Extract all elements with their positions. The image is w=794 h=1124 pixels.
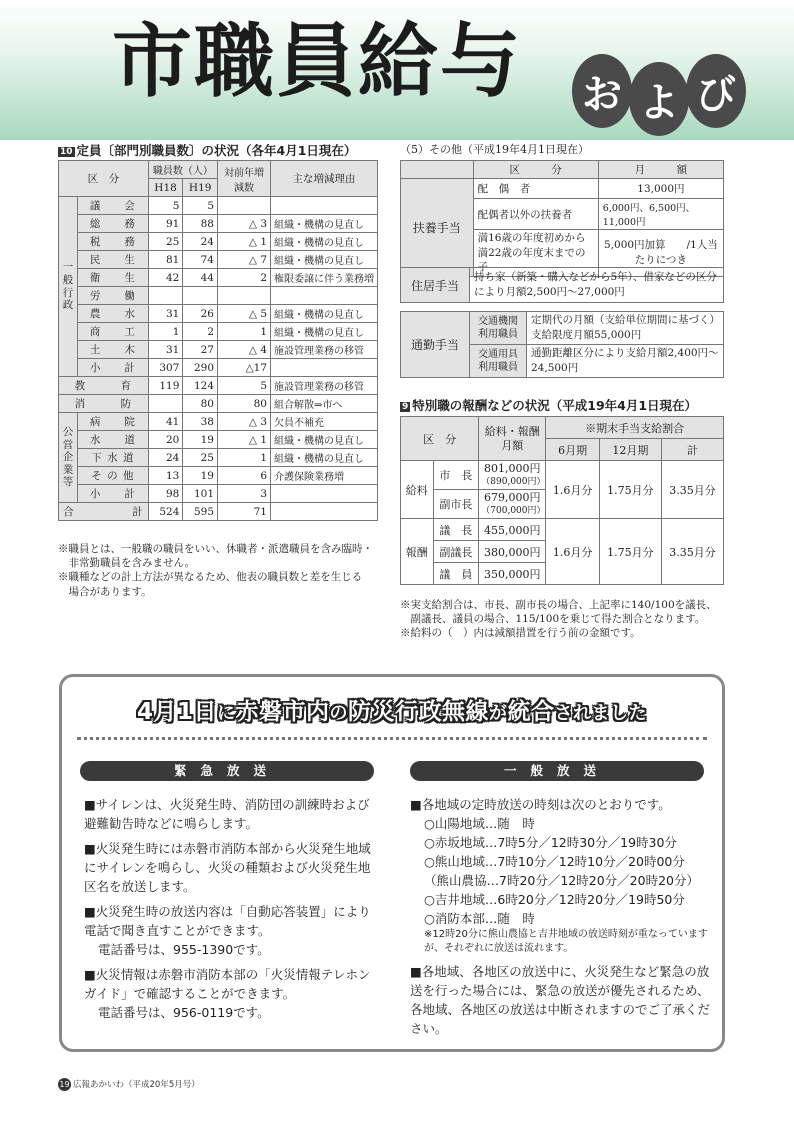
- th-staff: 職員数（人）: [148, 161, 217, 179]
- staff-table: [58, 160, 378, 521]
- section10-title-text: 定員〔部門別職員数〕の状況（各年4月1日現在）: [76, 143, 357, 158]
- table-row: [59, 305, 378, 323]
- th-h19: H19: [183, 179, 218, 197]
- note-line: 副議長、議員の場合、115/100を乗じて得た割合となります。: [400, 613, 706, 626]
- general-note: ※12時20分に熊山農協と吉井地域の放送時刻が重なっていますが、それぞれに放送は流れます。: [424, 929, 708, 954]
- cell-reason: [271, 197, 378, 215]
- table-row: [59, 269, 378, 287]
- fuyo-amount: 5,000円加算 /1人当たりにつき: [598, 230, 723, 277]
- th-reason: 主な増減理由: [271, 161, 378, 197]
- cell-reason: 欠員不補充: [271, 413, 378, 431]
- table-row: [59, 197, 378, 215]
- row-label: 農 水: [78, 305, 149, 323]
- emergency-item: ■サイレンは、火災発生時、消防団の訓練時および避難勧告時などに鳴らします。: [84, 797, 370, 831]
- notice-title: [62, 693, 722, 726]
- table-row: [59, 233, 378, 251]
- table-row: [59, 287, 378, 305]
- pay-cell: [479, 490, 546, 519]
- cell-reason: 権限委譲に伴う業務増: [271, 269, 378, 287]
- note-line: ※職種などの計上方法が異なるため、他表の職員数と差を生じる: [58, 571, 363, 584]
- title-part: 統合: [507, 699, 555, 725]
- cell-h19: 19: [183, 431, 218, 449]
- row-label: 衛 生: [78, 269, 149, 287]
- cell-diff: 1: [218, 323, 271, 341]
- row-label: 病 院: [78, 413, 149, 431]
- general-column: [410, 795, 715, 1038]
- cell-diff: 3: [218, 485, 271, 503]
- tsukin-table: [400, 311, 724, 378]
- tsukin-text: 通勤距離区分により支給月額2,400円～24,500円: [527, 345, 724, 378]
- time-line: （熊山農協…7時20分／12時20分／20時20分）: [424, 873, 699, 888]
- row-label: 土 木: [78, 341, 149, 359]
- special-table: [400, 416, 724, 585]
- cell-h19: 2: [183, 323, 218, 341]
- title-part: 防災行政無線: [348, 699, 489, 725]
- title-oval-yo: よ: [629, 62, 689, 136]
- cell-h19: 595: [183, 503, 218, 521]
- cell-h19: [183, 287, 218, 305]
- cell-reason: 施設管理業務の移管: [271, 377, 378, 395]
- table-row: [401, 268, 724, 303]
- row-label: 下 水 道: [78, 449, 149, 467]
- time-line: ○赤坂地域…7時5分／12時30分／19時30分: [424, 835, 677, 850]
- general-intro: ■各地域の定時放送の時刻は次のとおりです。: [410, 797, 671, 812]
- salary-label: 給料: [401, 461, 434, 519]
- pay: 455,000円: [479, 519, 546, 541]
- cell-h19: 5: [183, 197, 218, 215]
- table-row: [401, 179, 724, 199]
- cell-h19: 26: [183, 305, 218, 323]
- notice-box: [59, 674, 725, 1052]
- cell-diff: △ 7: [218, 251, 271, 269]
- emergency-phone: 電話番号は、956-0119です。: [98, 1005, 270, 1020]
- reward-label: 報酬: [401, 519, 434, 585]
- cell-diff: △ 3: [218, 413, 271, 431]
- row-label: 消 防: [59, 395, 149, 413]
- table-row: [59, 449, 378, 467]
- table-row: [59, 215, 378, 233]
- th-amount: 月 額: [598, 161, 723, 179]
- tsukin-text: 定期代の月額（支給単位期間に基づく）支給限度月額55,000円: [527, 312, 724, 345]
- note-line: 場合があります。: [58, 585, 152, 598]
- pay-cell: [479, 461, 546, 490]
- cell-h19: 80: [183, 395, 218, 413]
- row-label: 小 計: [78, 485, 149, 503]
- cell-reason: 組織・機構の見直し: [271, 305, 378, 323]
- th-kubun: 区 分: [59, 161, 149, 197]
- cell-h18: 1: [148, 323, 183, 341]
- time-line: ○山陽地域…随 時: [424, 816, 535, 831]
- side-label-general: 一般行政: [59, 197, 78, 377]
- cell-h19: 44: [183, 269, 218, 287]
- cell-h18: 42: [148, 269, 183, 287]
- th-blank: [401, 161, 474, 179]
- role: 議 員: [433, 563, 479, 585]
- cell-h19: 25: [183, 449, 218, 467]
- rate-total: 3.35月分: [661, 519, 723, 585]
- cell-h18: 20: [148, 431, 183, 449]
- cell-h18: [148, 395, 183, 413]
- tsukin-label: 通勤手当: [401, 312, 470, 378]
- table-row: [401, 519, 724, 541]
- cell-diff: 6: [218, 467, 271, 485]
- page-title: 市職員給与: [112, 15, 522, 108]
- cell-h18: 307: [148, 359, 183, 377]
- cell-h18: [148, 287, 183, 305]
- th-june: 6月期: [546, 439, 600, 461]
- cell-h18: 13: [148, 467, 183, 485]
- table-row: [59, 341, 378, 359]
- note-line: 非常勤職員を含みません。: [58, 557, 196, 570]
- pay: 679,000円: [484, 491, 541, 504]
- table-row: [401, 461, 724, 490]
- cell-reason: 組合解散⇒市へ: [271, 395, 378, 413]
- th-kubun: 区 分: [473, 161, 598, 179]
- time-line: ○熊山地域…7時10分／12時10分／20時00分: [424, 854, 685, 869]
- emergency-phone: 電話番号は、955-1390です。: [98, 942, 270, 957]
- table-row-total: [59, 503, 378, 521]
- th-diff: 対前年増減数: [218, 161, 271, 197]
- title-part: に: [217, 703, 236, 724]
- emergency-item: ■火災発生時の放送内容は「自動応答装置」により電話で聞き直すことができます。: [84, 904, 371, 938]
- cell-reason: 組織・機構の見直し: [271, 215, 378, 233]
- cell-h18: 41: [148, 413, 183, 431]
- table-row: [59, 395, 378, 413]
- cell-reason: 施設管理業務の移管: [271, 341, 378, 359]
- title-part: 4月1日: [136, 699, 217, 725]
- title-oval-bi: び: [686, 54, 746, 128]
- title-part: の: [329, 703, 348, 724]
- table-row: [59, 431, 378, 449]
- fuyo-amount: 13,000円: [598, 179, 723, 199]
- row-label: 税 務: [78, 233, 149, 251]
- th-dec: 12月期: [599, 439, 661, 461]
- table-row: [59, 251, 378, 269]
- note-line: ※給料の（ ）内は減額措置を行う前の金額です。: [400, 627, 641, 640]
- table-row: [401, 312, 724, 345]
- cell-reason: [271, 503, 378, 521]
- cell-diff: 5: [218, 377, 271, 395]
- row-label: 議 会: [78, 197, 149, 215]
- cell-h19: 88: [183, 215, 218, 233]
- pay: 801,000円: [484, 462, 541, 475]
- time-line: ○消防本部…随 時: [424, 911, 535, 926]
- cell-diff: 80: [218, 395, 271, 413]
- fuyo-item: 配 偶 者: [473, 179, 598, 199]
- table-row: [59, 467, 378, 485]
- title-part: 赤磐市内: [235, 699, 330, 725]
- cell-h18: 119: [148, 377, 183, 395]
- cell-h18: 31: [148, 305, 183, 323]
- cell-reason: [271, 485, 378, 503]
- table-row: [59, 377, 378, 395]
- fuyo-amount: 6,000円、6,500円、11,000円: [598, 199, 723, 230]
- cell-h18: 5: [148, 197, 183, 215]
- cell-reason: 組織・機構の見直し: [271, 431, 378, 449]
- tsukin-item: 交通機関利用職員: [470, 312, 527, 345]
- pay: 350,000円: [479, 563, 546, 585]
- cell-h18: 91: [148, 215, 183, 233]
- dotted-divider: [77, 737, 707, 740]
- cell-h19: 27: [183, 341, 218, 359]
- th-pay: 給料・報酬月額: [479, 417, 546, 461]
- page-number: 19: [59, 1080, 70, 1089]
- row-label: 総 務: [78, 215, 149, 233]
- row-label: 民 生: [78, 251, 149, 269]
- cell-h18: 98: [148, 485, 183, 503]
- title-part: が: [489, 703, 508, 724]
- cell-h18: 524: [148, 503, 183, 521]
- role: 議 長: [433, 519, 479, 541]
- cell-h18: 25: [148, 233, 183, 251]
- table-row: [59, 359, 378, 377]
- table-row: [59, 413, 378, 431]
- cell-h19: 24: [183, 233, 218, 251]
- th-kubun: 区 分: [401, 417, 479, 461]
- section10-title: [58, 141, 356, 159]
- cell-diff: △ 1: [218, 233, 271, 251]
- fuyo-label: 扶養手当: [401, 179, 474, 277]
- rate-june: 1.6月分: [546, 519, 600, 585]
- th-total: 計: [661, 439, 723, 461]
- th-bonus: ※期末手当支給割合: [546, 417, 724, 439]
- cell-h19: 19: [183, 467, 218, 485]
- cell-diff: 1: [218, 449, 271, 467]
- cell-h19: 38: [183, 413, 218, 431]
- section9-title: [400, 396, 697, 414]
- row-label: 水 道: [78, 431, 149, 449]
- cell-diff: △ 4: [218, 341, 271, 359]
- title-oval-o: お: [572, 54, 632, 128]
- jukyo-text: 持ち家（新築・購入などから5年）、借家などの区分により月額2,500円～27,000円: [470, 268, 724, 303]
- time-line: ○吉井地域…6時20分／12時20分／19時50分: [424, 892, 685, 907]
- section10-notes: [58, 542, 388, 599]
- cell-diff: 71: [218, 503, 271, 521]
- role: 副議長: [433, 541, 479, 563]
- cell-h18: 24: [148, 449, 183, 467]
- emergency-item: ■火災発生時には赤磐市消防本部から火災発生地域にサイレンを鳴らし、火災の種類および火災発生地区名を放送します。: [84, 841, 371, 894]
- row-label: 労 働: [78, 287, 149, 305]
- pay-pre: （700,000円）: [481, 505, 546, 516]
- cell-reason: 介護保険業務増: [271, 467, 378, 485]
- section10-number: 10: [60, 147, 73, 157]
- row-label: 合 計: [59, 503, 149, 521]
- rate-dec: 1.75月分: [599, 519, 661, 585]
- pay: 380,000円: [479, 541, 546, 563]
- cell-diff: △ 3: [218, 215, 271, 233]
- cell-h19: 290: [183, 359, 218, 377]
- general-pill: 一般放送: [410, 761, 704, 781]
- cell-h18: 31: [148, 341, 183, 359]
- cell-diff: △17: [218, 359, 271, 377]
- role: 副市長: [433, 490, 479, 519]
- cell-h19: 101: [183, 485, 218, 503]
- title-ovals: [572, 50, 746, 136]
- tsukin-item: 交通用具利用職員: [470, 345, 527, 378]
- cell-h18: 81: [148, 251, 183, 269]
- cell-reason: 組織・機構の見直し: [271, 323, 378, 341]
- note-line: ※実支給割合は、市長、副市長の場合、上記率に140/100を議長、: [400, 599, 717, 611]
- cell-h19: 124: [183, 377, 218, 395]
- fuyo-item: 満16歳の年度初めから満22歳の年度末までの子: [473, 230, 598, 277]
- jukyo-label: 住居手当: [401, 268, 470, 303]
- footer: [58, 1078, 200, 1091]
- cell-reason: [271, 359, 378, 377]
- cell-reason: 組織・機構の見直し: [271, 233, 378, 251]
- cell-reason: [271, 287, 378, 305]
- fuyo-item: 配偶者以外の扶養者: [473, 199, 598, 230]
- rate-total: 3.35月分: [661, 461, 723, 519]
- section9-title-text: 特別職の報酬などの状況（平成19年4月1日現在）: [412, 398, 698, 413]
- row-label: そ の 他: [78, 467, 149, 485]
- section9-number: 9: [402, 402, 409, 412]
- section5-title: （5）その他（平成19年4月1日現在）: [400, 143, 589, 156]
- pay-pre: （890,000円）: [481, 476, 546, 487]
- table-row: [59, 323, 378, 341]
- general-priority: ■各地域、各地区の放送中に、火災発生など緊急の放送を行った場合には、緊急の放送が優先されるため、各地域、各地区の放送は中断されますのでご了承ください。: [410, 964, 711, 1036]
- rate-dec: 1.75月分: [599, 461, 661, 519]
- emergency-pill: 緊急放送: [80, 761, 374, 781]
- cell-diff: △ 1: [218, 431, 271, 449]
- title-part: されました: [554, 703, 647, 724]
- cell-reason: 組織・機構の見直し: [271, 449, 378, 467]
- row-label: 商 工: [78, 323, 149, 341]
- role: 市 長: [433, 461, 479, 490]
- th-h18: H18: [148, 179, 183, 197]
- cell-reason: 組織・機構の見直し: [271, 251, 378, 269]
- emergency-item: ■火災情報は赤磐市消防本部の「火災情報テレホンガイド」で確認することができます。: [84, 967, 371, 1001]
- footer-text: 広報あかいわ（平成20年5月号）: [73, 1080, 200, 1090]
- side-label-public: 公営企業等: [59, 413, 78, 503]
- fuyo-table: [400, 160, 724, 277]
- table-row: [59, 485, 378, 503]
- jukyo-table: [400, 267, 724, 303]
- cell-h19: 74: [183, 251, 218, 269]
- cell-diff: △ 5: [218, 305, 271, 323]
- section9-notes: [400, 598, 740, 641]
- emergency-column: [84, 795, 378, 1028]
- cell-diff: [218, 287, 271, 305]
- rate-june: 1.6月分: [546, 461, 600, 519]
- row-label: 教 育: [59, 377, 149, 395]
- cell-diff: [218, 197, 271, 215]
- cell-diff: 2: [218, 269, 271, 287]
- note-line: ※職員とは、一般職の職員をいい、休職者・派遣職員を含み臨時・: [58, 543, 373, 555]
- row-label: 小 計: [78, 359, 149, 377]
